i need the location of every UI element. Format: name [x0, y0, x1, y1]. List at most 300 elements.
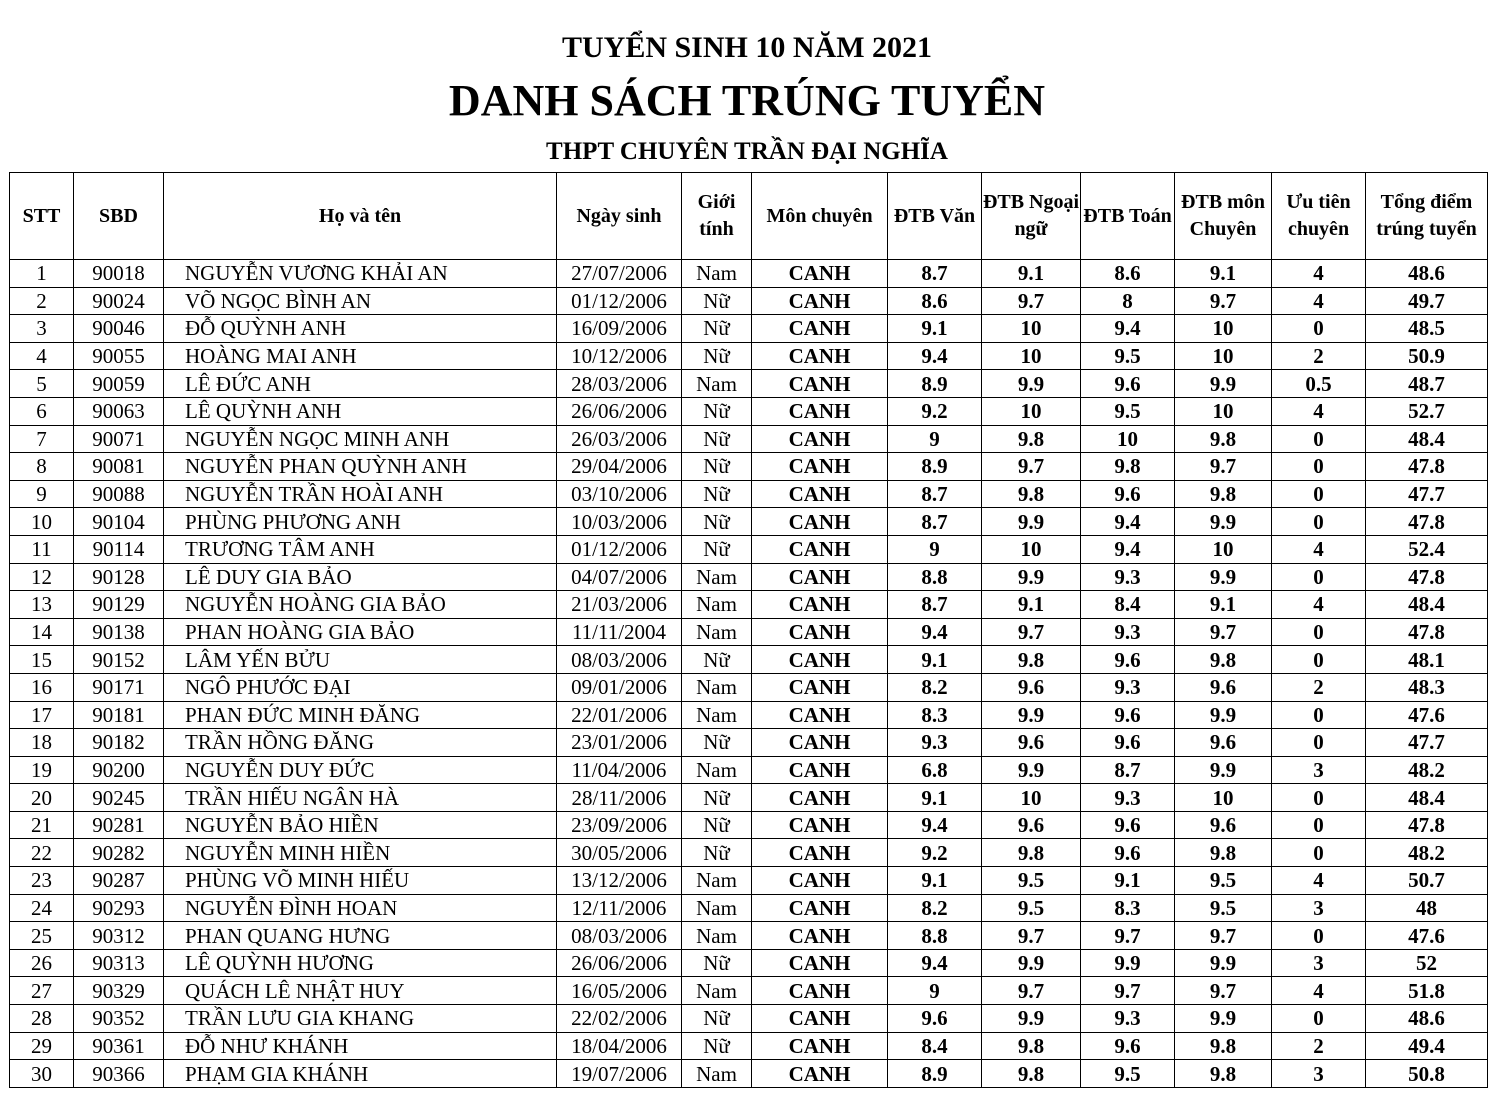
cell-birth-date: 21/03/2006: [557, 591, 682, 619]
cell-full-name: TRẦN HỒNG ĐĂNG: [164, 729, 557, 757]
cell-avg-major: 9.9: [1175, 1005, 1272, 1033]
cell-avg-literature: 9: [888, 425, 982, 453]
cell-major-subject: CANH: [752, 894, 888, 922]
cell-avg-foreign-language: 10: [982, 397, 1081, 425]
cell-avg-literature: 8.6: [888, 287, 982, 315]
cell-avg-math: 9.3: [1081, 563, 1175, 591]
cell-total-score: 51.8: [1366, 977, 1488, 1005]
cell-gender: Nam: [682, 922, 752, 950]
cell-avg-major: 9.8: [1175, 1032, 1272, 1060]
cell-avg-literature: 8.9: [888, 1060, 982, 1088]
cell-major-priority: 0: [1272, 729, 1366, 757]
cell-full-name: LÊ DUY GIA BẢO: [164, 563, 557, 591]
cell-major-priority: 4: [1272, 867, 1366, 895]
cell-sbd: 90313: [74, 949, 164, 977]
cell-major-priority: 0: [1272, 563, 1366, 591]
cell-major-priority: 4: [1272, 397, 1366, 425]
cell-sbd: 90128: [74, 563, 164, 591]
cell-avg-major: 9.6: [1175, 673, 1272, 701]
cell-birth-date: 08/03/2006: [557, 646, 682, 674]
cell-avg-math: 9.3: [1081, 1005, 1175, 1033]
cell-birth-date: 26/03/2006: [557, 425, 682, 453]
cell-gender: Nữ: [682, 535, 752, 563]
cell-avg-literature: 8.9: [888, 453, 982, 481]
cell-stt: 13: [10, 591, 74, 619]
cell-avg-foreign-language: 9.9: [982, 1005, 1081, 1033]
cell-avg-foreign-language: 9.8: [982, 839, 1081, 867]
page-title: DANH SÁCH TRÚNG TUYỂN: [448, 76, 1046, 125]
cell-avg-foreign-language: 9.8: [982, 646, 1081, 674]
cell-major-subject: CANH: [752, 397, 888, 425]
table-row: [10, 977, 1488, 1005]
cell-avg-literature: 9.2: [888, 839, 982, 867]
cell-gender: Nữ: [682, 425, 752, 453]
cell-gender: Nữ: [682, 342, 752, 370]
cell-total-score: 47.7: [1366, 480, 1488, 508]
table-row: [10, 508, 1488, 536]
cell-sbd: 90366: [74, 1060, 164, 1088]
cell-avg-literature: 8.4: [888, 1032, 982, 1060]
cell-major-priority: 0: [1272, 839, 1366, 867]
cell-avg-major: 9.6: [1175, 811, 1272, 839]
cell-full-name: NGUYỄN BẢO HIỀN: [164, 811, 557, 839]
cell-stt: 3: [10, 315, 74, 343]
cell-major-priority: 0: [1272, 922, 1366, 950]
cell-stt: 6: [10, 397, 74, 425]
cell-gender: Nữ: [682, 397, 752, 425]
table-row: [10, 811, 1488, 839]
cell-avg-major: 9.9: [1175, 701, 1272, 729]
cell-major-priority: 2: [1272, 673, 1366, 701]
cell-full-name: LÂM YẾN BỬU: [164, 646, 557, 674]
cell-full-name: PHẠM GIA KHÁNH: [164, 1060, 557, 1088]
cell-avg-literature: 9.4: [888, 949, 982, 977]
cell-major-priority: 3: [1272, 894, 1366, 922]
table-row: [10, 922, 1488, 950]
cell-avg-major: 9.5: [1175, 867, 1272, 895]
cell-full-name: HOÀNG MAI ANH: [164, 342, 557, 370]
cell-avg-foreign-language: 9.6: [982, 673, 1081, 701]
cell-major-subject: CANH: [752, 646, 888, 674]
cell-avg-math: 9.3: [1081, 618, 1175, 646]
cell-avg-literature: 9.1: [888, 646, 982, 674]
cell-major-priority: 0: [1272, 811, 1366, 839]
cell-avg-literature: 8.7: [888, 480, 982, 508]
table-row: [10, 563, 1488, 591]
cell-full-name: NGUYỄN VƯƠNG KHẢI AN: [164, 260, 557, 288]
cell-avg-foreign-language: 9.7: [982, 453, 1081, 481]
table-row: [10, 370, 1488, 398]
cell-birth-date: 16/05/2006: [557, 977, 682, 1005]
cell-avg-literature: 8.7: [888, 591, 982, 619]
cell-avg-math: 8.6: [1081, 260, 1175, 288]
header-avg-math: ĐTB Toán: [1081, 173, 1175, 260]
cell-sbd: 90024: [74, 287, 164, 315]
cell-avg-foreign-language: 9.1: [982, 591, 1081, 619]
cell-major-priority: 3: [1272, 1060, 1366, 1088]
cell-sbd: 90171: [74, 673, 164, 701]
cell-total-score: 47.8: [1366, 508, 1488, 536]
cell-total-score: 48.2: [1366, 756, 1488, 784]
cell-major-subject: CANH: [752, 535, 888, 563]
cell-birth-date: 26/06/2006: [557, 397, 682, 425]
cell-major-subject: CANH: [752, 949, 888, 977]
cell-avg-foreign-language: 10: [982, 535, 1081, 563]
cell-stt: 27: [10, 977, 74, 1005]
cell-sbd: 90200: [74, 756, 164, 784]
table-row: [10, 260, 1488, 288]
cell-stt: 23: [10, 867, 74, 895]
table-row: [10, 729, 1488, 757]
cell-sbd: 90055: [74, 342, 164, 370]
cell-full-name: LÊ ĐỨC ANH: [164, 370, 557, 398]
cell-sbd: 90104: [74, 508, 164, 536]
cell-stt: 7: [10, 425, 74, 453]
cell-major-priority: 4: [1272, 977, 1366, 1005]
cell-gender: Nữ: [682, 839, 752, 867]
cell-gender: Nữ: [682, 315, 752, 343]
cell-gender: Nam: [682, 591, 752, 619]
cell-gender: Nữ: [682, 508, 752, 536]
cell-stt: 9: [10, 480, 74, 508]
cell-full-name: VÕ NGỌC BÌNH AN: [164, 287, 557, 315]
cell-stt: 1: [10, 260, 74, 288]
cell-avg-major: 9.8: [1175, 839, 1272, 867]
cell-full-name: NGUYỄN ĐÌNH HOAN: [164, 894, 557, 922]
header-total-score: Tổng điểm trúng tuyển: [1366, 173, 1488, 260]
cell-stt: 19: [10, 756, 74, 784]
cell-major-subject: CANH: [752, 425, 888, 453]
cell-stt: 16: [10, 673, 74, 701]
header-sbd: SBD: [74, 173, 164, 260]
cell-major-priority: 0: [1272, 1005, 1366, 1033]
cell-avg-literature: 8.7: [888, 508, 982, 536]
cell-avg-major: 9.9: [1175, 756, 1272, 784]
cell-major-priority: 4: [1272, 287, 1366, 315]
cell-avg-foreign-language: 9.7: [982, 287, 1081, 315]
cell-full-name: NGUYỄN PHAN QUỲNH ANH: [164, 453, 557, 481]
cell-total-score: 48.4: [1366, 425, 1488, 453]
cell-gender: Nam: [682, 260, 752, 288]
cell-sbd: 90329: [74, 977, 164, 1005]
admission-table: [9, 172, 1488, 1088]
cell-avg-math: 9.4: [1081, 508, 1175, 536]
cell-avg-foreign-language: 9.6: [982, 729, 1081, 757]
school-name: THPT CHUYÊN TRẦN ĐẠI NGHĨA: [546, 138, 948, 165]
header-avg-foreign-language: ĐTB Ngoại ngữ: [982, 173, 1081, 260]
cell-full-name: TRƯƠNG TÂM ANH: [164, 535, 557, 563]
cell-full-name: LÊ QUỲNH HƯƠNG: [164, 949, 557, 977]
cell-avg-math: 9.1: [1081, 867, 1175, 895]
cell-avg-math: 9.6: [1081, 811, 1175, 839]
cell-full-name: TRẦN LƯU GIA KHANG: [164, 1005, 557, 1033]
cell-total-score: 48: [1366, 894, 1488, 922]
cell-avg-literature: 8.2: [888, 673, 982, 701]
cell-avg-major: 9.7: [1175, 618, 1272, 646]
cell-avg-literature: 9.4: [888, 811, 982, 839]
cell-avg-math: 9.5: [1081, 1060, 1175, 1088]
cell-avg-foreign-language: 9.1: [982, 260, 1081, 288]
table-row: [10, 1032, 1488, 1060]
cell-avg-foreign-language: 9.8: [982, 1032, 1081, 1060]
cell-sbd: 90287: [74, 867, 164, 895]
cell-sbd: 90361: [74, 1032, 164, 1060]
cell-total-score: 48.5: [1366, 315, 1488, 343]
cell-avg-math: 9.3: [1081, 784, 1175, 812]
cell-stt: 10: [10, 508, 74, 536]
table-row: [10, 1005, 1488, 1033]
cell-sbd: 90182: [74, 729, 164, 757]
table-row: [10, 673, 1488, 701]
cell-total-score: 47.6: [1366, 922, 1488, 950]
cell-avg-literature: 9.2: [888, 397, 982, 425]
cell-sbd: 90138: [74, 618, 164, 646]
cell-gender: Nữ: [682, 453, 752, 481]
cell-total-score: 47.6: [1366, 701, 1488, 729]
cell-sbd: 90152: [74, 646, 164, 674]
cell-birth-date: 28/11/2006: [557, 784, 682, 812]
cell-sbd: 90181: [74, 701, 164, 729]
table-row: [10, 894, 1488, 922]
table-row: [10, 867, 1488, 895]
cell-avg-foreign-language: 9.9: [982, 949, 1081, 977]
cell-birth-date: 27/07/2006: [557, 260, 682, 288]
header-full-name: Họ và tên: [164, 173, 557, 260]
cell-major-priority: 0: [1272, 701, 1366, 729]
cell-avg-foreign-language: 10: [982, 315, 1081, 343]
cell-avg-major: 9.9: [1175, 563, 1272, 591]
cell-birth-date: 26/06/2006: [557, 949, 682, 977]
cell-stt: 29: [10, 1032, 74, 1060]
cell-major-priority: 2: [1272, 1032, 1366, 1060]
cell-avg-foreign-language: 9.7: [982, 618, 1081, 646]
cell-sbd: 90282: [74, 839, 164, 867]
table-row: [10, 535, 1488, 563]
cell-gender: Nữ: [682, 729, 752, 757]
cell-avg-foreign-language: 9.6: [982, 811, 1081, 839]
cell-total-score: 49.7: [1366, 287, 1488, 315]
cell-major-subject: CANH: [752, 1032, 888, 1060]
cell-gender: Nam: [682, 977, 752, 1005]
cell-total-score: 49.4: [1366, 1032, 1488, 1060]
cell-avg-math: 9.4: [1081, 315, 1175, 343]
cell-full-name: PHÙNG PHƯƠNG ANH: [164, 508, 557, 536]
header-stt: STT: [10, 173, 74, 260]
cell-total-score: 52.7: [1366, 397, 1488, 425]
table-row: [10, 453, 1488, 481]
cell-sbd: 90293: [74, 894, 164, 922]
cell-avg-math: 9.8: [1081, 453, 1175, 481]
table-row: [10, 646, 1488, 674]
cell-avg-major: 9.7: [1175, 922, 1272, 950]
cell-total-score: 47.7: [1366, 729, 1488, 757]
cell-birth-date: 29/04/2006: [557, 453, 682, 481]
cell-avg-foreign-language: 9.8: [982, 1060, 1081, 1088]
cell-stt: 21: [10, 811, 74, 839]
cell-gender: Nam: [682, 370, 752, 398]
cell-total-score: 47.8: [1366, 563, 1488, 591]
cell-avg-major: 10: [1175, 397, 1272, 425]
cell-major-subject: CANH: [752, 1005, 888, 1033]
cell-major-priority: 0: [1272, 784, 1366, 812]
cell-sbd: 90245: [74, 784, 164, 812]
table-header: [10, 173, 1488, 260]
table-row: [10, 1060, 1488, 1088]
cell-full-name: ĐỖ NHƯ KHÁNH: [164, 1032, 557, 1060]
cell-total-score: 48.3: [1366, 673, 1488, 701]
cell-full-name: PHAN HOÀNG GIA BẢO: [164, 618, 557, 646]
cell-major-subject: CANH: [752, 453, 888, 481]
cell-full-name: NGUYỄN HOÀNG GIA BẢO: [164, 591, 557, 619]
cell-avg-foreign-language: 9.9: [982, 701, 1081, 729]
table-row: [10, 397, 1488, 425]
cell-stt: 8: [10, 453, 74, 481]
cell-avg-major: 10: [1175, 342, 1272, 370]
table-row: [10, 425, 1488, 453]
cell-birth-date: 08/03/2006: [557, 922, 682, 950]
cell-major-subject: CANH: [752, 867, 888, 895]
cell-total-score: 50.9: [1366, 342, 1488, 370]
cell-avg-literature: 8.8: [888, 563, 982, 591]
cell-stt: 12: [10, 563, 74, 591]
cell-avg-math: 9.4: [1081, 535, 1175, 563]
table-row: [10, 591, 1488, 619]
cell-stt: 22: [10, 839, 74, 867]
cell-birth-date: 28/03/2006: [557, 370, 682, 398]
cell-avg-foreign-language: 9.7: [982, 922, 1081, 950]
cell-avg-major: 10: [1175, 784, 1272, 812]
cell-gender: Nam: [682, 1060, 752, 1088]
cell-avg-math: 9.6: [1081, 701, 1175, 729]
cell-major-priority: 0: [1272, 618, 1366, 646]
cell-gender: Nữ: [682, 784, 752, 812]
cell-major-priority: 0: [1272, 315, 1366, 343]
cell-birth-date: 22/02/2006: [557, 1005, 682, 1033]
cell-gender: Nam: [682, 673, 752, 701]
cell-avg-literature: 9.1: [888, 315, 982, 343]
cell-avg-foreign-language: 9.9: [982, 508, 1081, 536]
cell-avg-math: 9.6: [1081, 729, 1175, 757]
cell-full-name: PHÙNG VÕ MINH HIẾU: [164, 867, 557, 895]
cell-full-name: LÊ QUỲNH ANH: [164, 397, 557, 425]
cell-sbd: 90071: [74, 425, 164, 453]
header-gender: Giới tính: [682, 173, 752, 260]
cell-birth-date: 11/04/2006: [557, 756, 682, 784]
cell-avg-major: 9.5: [1175, 894, 1272, 922]
cell-avg-major: 9.9: [1175, 949, 1272, 977]
cell-sbd: 90046: [74, 315, 164, 343]
cell-avg-major: 9.8: [1175, 425, 1272, 453]
cell-birth-date: 23/09/2006: [557, 811, 682, 839]
cell-avg-literature: 9.1: [888, 784, 982, 812]
cell-major-subject: CANH: [752, 315, 888, 343]
cell-major-subject: CANH: [752, 618, 888, 646]
cell-sbd: 90281: [74, 811, 164, 839]
cell-full-name: NGUYỄN NGỌC MINH ANH: [164, 425, 557, 453]
cell-avg-literature: 9.4: [888, 342, 982, 370]
cell-total-score: 48.1: [1366, 646, 1488, 674]
cell-major-priority: 0: [1272, 453, 1366, 481]
cell-avg-math: 8.3: [1081, 894, 1175, 922]
cell-major-priority: 0: [1272, 480, 1366, 508]
cell-total-score: 47.8: [1366, 453, 1488, 481]
cell-sbd: 90018: [74, 260, 164, 288]
cell-stt: 15: [10, 646, 74, 674]
cell-major-priority: 0.5: [1272, 370, 1366, 398]
cell-gender: Nam: [682, 701, 752, 729]
cell-birth-date: 09/01/2006: [557, 673, 682, 701]
cell-major-subject: CANH: [752, 811, 888, 839]
cell-full-name: PHAN ĐỨC MINH ĐĂNG: [164, 701, 557, 729]
cell-total-score: 47.8: [1366, 811, 1488, 839]
cell-avg-foreign-language: 9.5: [982, 867, 1081, 895]
cell-avg-literature: 6.8: [888, 756, 982, 784]
cell-sbd: 90063: [74, 397, 164, 425]
cell-avg-foreign-language: 10: [982, 342, 1081, 370]
cell-avg-math: 9.7: [1081, 977, 1175, 1005]
cell-stt: 24: [10, 894, 74, 922]
cell-major-priority: 0: [1272, 508, 1366, 536]
cell-sbd: 90088: [74, 480, 164, 508]
cell-avg-major: 9.7: [1175, 977, 1272, 1005]
cell-full-name: NGUYỄN DUY ĐỨC: [164, 756, 557, 784]
cell-major-subject: CANH: [752, 756, 888, 784]
cell-birth-date: 13/12/2006: [557, 867, 682, 895]
cell-major-subject: CANH: [752, 673, 888, 701]
cell-full-name: PHAN QUANG HƯNG: [164, 922, 557, 950]
cell-major-priority: 0: [1272, 646, 1366, 674]
cell-major-priority: 4: [1272, 535, 1366, 563]
cell-major-subject: CANH: [752, 839, 888, 867]
cell-avg-major: 9.9: [1175, 370, 1272, 398]
cell-major-priority: 4: [1272, 591, 1366, 619]
cell-sbd: 90129: [74, 591, 164, 619]
cell-avg-major: 9.7: [1175, 453, 1272, 481]
cell-major-subject: CANH: [752, 922, 888, 950]
cell-gender: Nam: [682, 563, 752, 591]
cell-avg-math: 9.6: [1081, 646, 1175, 674]
cell-avg-major: 9.1: [1175, 260, 1272, 288]
table-row: [10, 756, 1488, 784]
cell-avg-math: 9.6: [1081, 839, 1175, 867]
cell-major-subject: CANH: [752, 784, 888, 812]
table-row: [10, 701, 1488, 729]
cell-avg-math: 9.3: [1081, 673, 1175, 701]
cell-birth-date: 12/11/2006: [557, 894, 682, 922]
cell-avg-literature: 8.8: [888, 922, 982, 950]
header-birth-date: Ngày sinh: [557, 173, 682, 260]
cell-major-subject: CANH: [752, 508, 888, 536]
cell-total-score: 50.7: [1366, 867, 1488, 895]
cell-major-subject: CANH: [752, 287, 888, 315]
cell-total-score: 47.8: [1366, 618, 1488, 646]
table-body: [10, 260, 1488, 1088]
cell-birth-date: 10/03/2006: [557, 508, 682, 536]
cell-sbd: 90114: [74, 535, 164, 563]
cell-stt: 4: [10, 342, 74, 370]
cell-gender: Nam: [682, 867, 752, 895]
cell-stt: 11: [10, 535, 74, 563]
cell-sbd: 90352: [74, 1005, 164, 1033]
cell-gender: Nam: [682, 618, 752, 646]
cell-avg-math: 8.4: [1081, 591, 1175, 619]
cell-total-score: 48.6: [1366, 260, 1488, 288]
cell-stt: 25: [10, 922, 74, 950]
header-major-subject: Môn chuyên: [752, 173, 888, 260]
cell-birth-date: 10/12/2006: [557, 342, 682, 370]
cell-avg-literature: 8.7: [888, 260, 982, 288]
cell-full-name: NGUYỄN TRẦN HOÀI ANH: [164, 480, 557, 508]
